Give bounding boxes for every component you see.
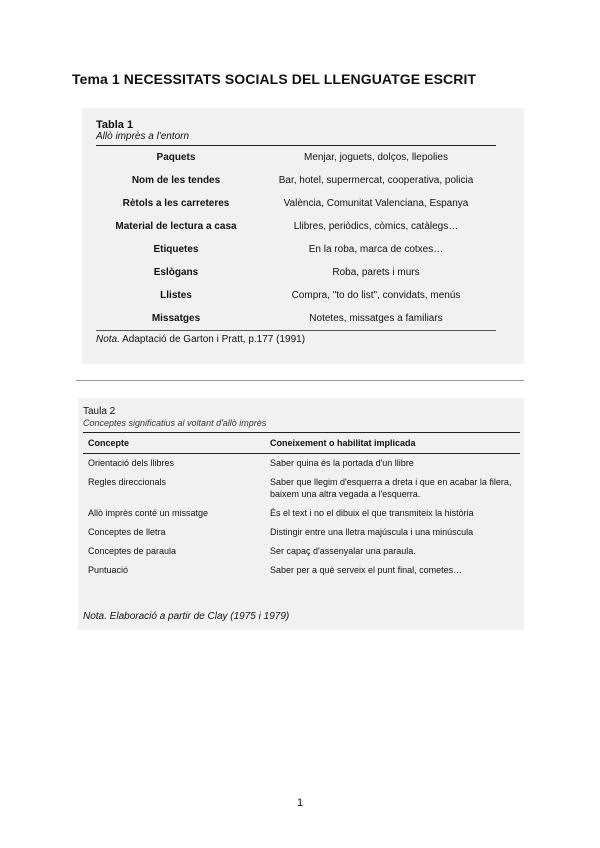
table2-header-skill: Coneixement o habilitat implicada [270,433,520,454]
table2-concept: Conceptes de lletra [88,527,166,537]
table1-category: Missatges [96,307,256,331]
table2-concept: Puntuació [88,565,129,575]
table-row [83,454,520,474]
table2-concept: Orientació dels llibres [88,458,175,468]
table1-subtitle: Allò imprès a l'entorn [96,131,190,142]
table1-examples: Roba, parets i murs [332,267,420,278]
table-row [83,473,520,504]
table2-skill: Saber que llegim d'esquerra a dreta i que en acabar la filera, baixem una altra vegada a l'esquerra. [270,477,512,499]
table-row [96,169,496,192]
table1-note-prefix: Nota. [96,334,120,345]
table2-skill: Saber quina és la portada d'un llibre [270,458,414,468]
page-number: 1 [296,797,304,809]
table1-examples: En la roba, marca de cotxes… [308,244,444,255]
table1-examples: Bar, hotel, supermercat, cooperativa, policia [278,175,474,186]
table2-block [78,398,524,630]
table1-block [82,108,524,364]
table1-category: Rètols a les carreteres [122,198,230,209]
table2 [83,432,520,580]
table1-examples: Notetes, missatges a familiars [256,307,496,331]
table-row [83,504,520,523]
table2-subtitle: Conceptes significatius al voltant d'allò imprès [83,418,267,428]
table1-category: Material de lectura a casa [115,221,237,232]
table1-examples: Menjar, joguets, dolços, llepolies [256,146,496,170]
table2-concept: Regles direccionals [88,477,167,487]
table-row [96,192,496,215]
table1 [96,145,496,331]
table1-category: Paquets [96,146,256,170]
table1-examples: Compra, "to do list", convidats, menús [291,290,461,301]
table2-concept: Allò imprès conté un missatge [88,508,209,518]
table-row [83,542,520,561]
table1-category: Llistes [160,290,192,301]
table2-label: Taula 2 [83,406,116,417]
table1-note-text: Adaptació de Garton i Pratt, p.177 (1991) [119,334,306,345]
table2-concept: Conceptes de paraula [88,546,177,556]
table2-skill: Saber per a què serveix el punt final, cometes… [270,565,463,575]
table1-category: Etiquetes [153,244,199,255]
table-row [96,238,496,261]
table2-skill: És el text i no el dibuix el que transmiteix la història [270,508,474,518]
table-row [96,215,496,238]
table2-header-concept: Concepte [83,433,270,454]
table2-note: Nota. Elaboració a partir de Clay (1975 i 1979) [83,611,290,622]
table1-examples: Llibres, periòdics, còmics, catàlegs… [293,221,459,232]
table2-skill: Ser capaç d'assenyalar una paraula. [270,546,416,556]
table1-note [96,334,305,345]
table-row [83,523,520,542]
section-divider [76,380,524,381]
table1-category: Nom de les tendes [131,175,221,186]
table2-header-row [83,433,520,454]
page-title: Tema 1 NECESSITATS SOCIALS DEL LLENGUATGE ESCRIT [72,71,477,87]
table2-skill: Distingir entre una lletra majúscula i una minúscula [270,527,474,537]
table-row [96,261,496,284]
table-row [83,561,520,580]
table1-label: Tabla 1 [96,119,134,131]
table-row [96,307,496,331]
table-row [96,284,496,307]
table1-category: Eslògans [153,267,199,278]
table1-examples: València, Comunitat Valenciana, Espanya [283,198,469,209]
table-row [96,146,496,170]
